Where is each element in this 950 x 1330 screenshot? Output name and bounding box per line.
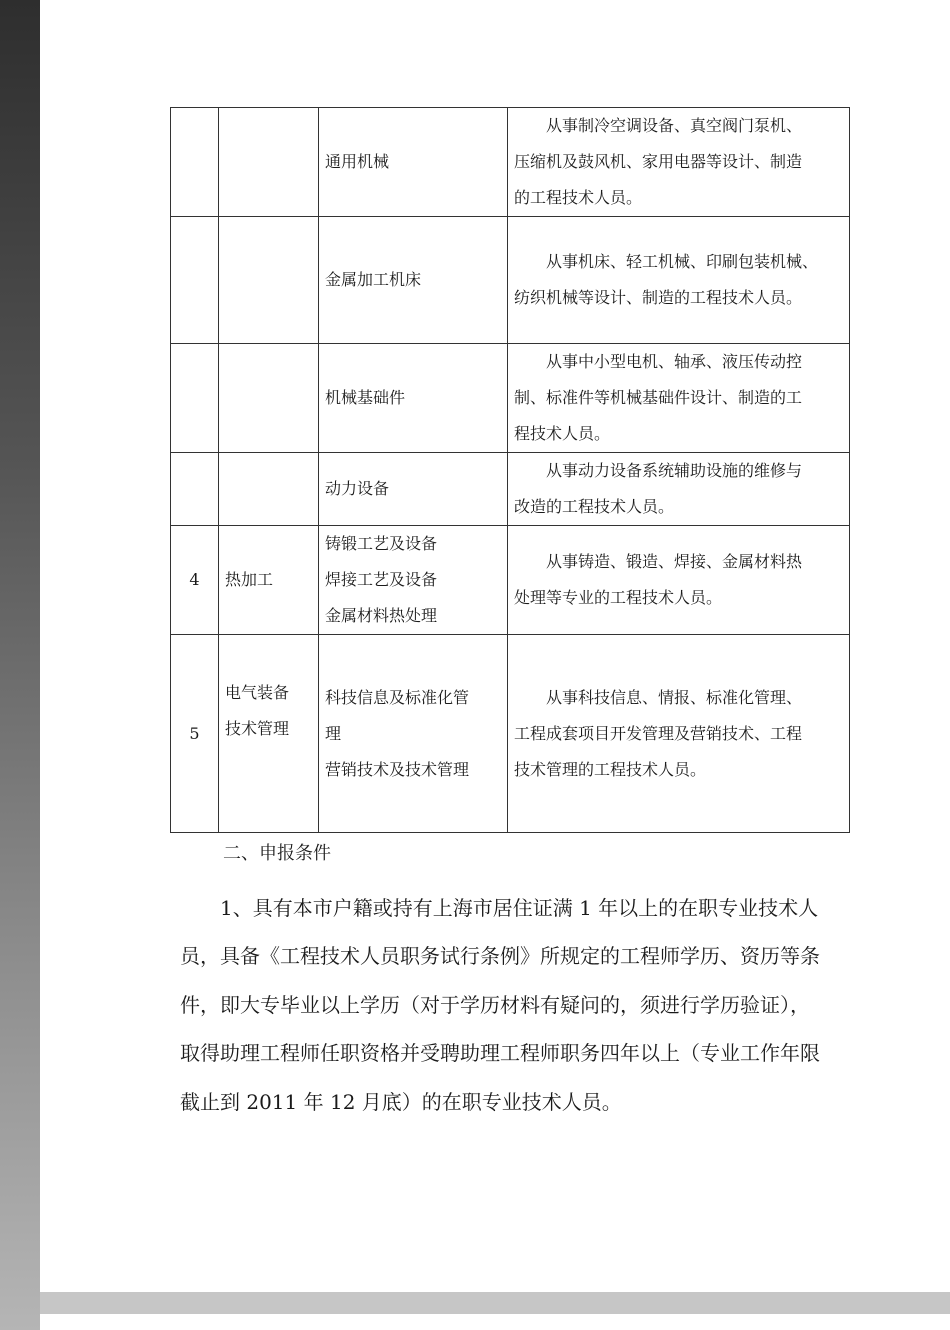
row-number <box>171 453 219 526</box>
body-paragraph: 1、具有本市户籍或持有上海市居住证满 1 年以上的在职专业技术人员，具备《工程技术人员职务试行条例》所规定的工程师学历、资历等条件，即大专毕业以上学历（对于学历材料有疑问的，须进行学历验证），取得助理工程师任职资格并受聘助理工程师职务四年以上（专业工作年限截止到 2011 年 12 月底）的在职专业技术人员。 <box>180 896 820 1114</box>
row-category <box>219 344 319 453</box>
row-description: 从事中小型电机、轴承、液压传动控 制、标准件等机械基础件设计、制造的工 程技术人员。 <box>508 344 850 453</box>
row-description: 从事铸造、锻造、焊接、金属材料热 处理等专业的工程技术人员。 <box>508 526 850 635</box>
row-number <box>171 108 219 217</box>
table-row <box>171 635 850 833</box>
row-category <box>219 108 319 217</box>
row-description: 从事机床、轻工机械、印刷包装机械、 纺织机械等设计、制造的工程技术人员。 <box>508 217 850 344</box>
row-category: 电气装备 技术管理 <box>219 635 319 833</box>
row-description: 从事科技信息、情报、标准化管理、 工程成套项目开发管理及营销技术、工程 技术管理的工程技术人员。 <box>508 635 850 833</box>
page-edge-shadow <box>0 0 40 1330</box>
row-major: 机械基础件 <box>319 344 508 453</box>
table-row <box>171 453 850 526</box>
table-row <box>171 526 850 635</box>
table-row <box>171 344 850 453</box>
row-category <box>219 453 319 526</box>
section-heading: 二、申报条件 <box>223 843 331 864</box>
row-category <box>219 217 319 344</box>
document-page <box>40 0 950 1292</box>
row-description: 从事动力设备系统辅助设施的维修与 改造的工程技术人员。 <box>508 453 850 526</box>
specialty-table <box>170 107 850 833</box>
row-major: 铸锻工艺及设备 焊接工艺及设备 金属材料热处理 <box>319 526 508 635</box>
row-number: 5 <box>171 635 219 833</box>
row-description: 从事制冷空调设备、真空阀门泵机、 压缩机及鼓风机、家用电器等设计、制造 的工程技术人员。 <box>508 108 850 217</box>
row-category: 热加工 <box>219 526 319 635</box>
table-row <box>171 217 850 344</box>
row-major: 动力设备 <box>319 453 508 526</box>
row-major: 金属加工机床 <box>319 217 508 344</box>
table-row <box>171 108 850 217</box>
row-number: 4 <box>171 526 219 635</box>
row-number <box>171 344 219 453</box>
row-number <box>171 217 219 344</box>
page-bottom-band <box>40 1292 950 1314</box>
row-major: 科技信息及标准化管 理 营销技术及技术管理 <box>319 635 508 833</box>
row-major: 通用机械 <box>319 108 508 217</box>
